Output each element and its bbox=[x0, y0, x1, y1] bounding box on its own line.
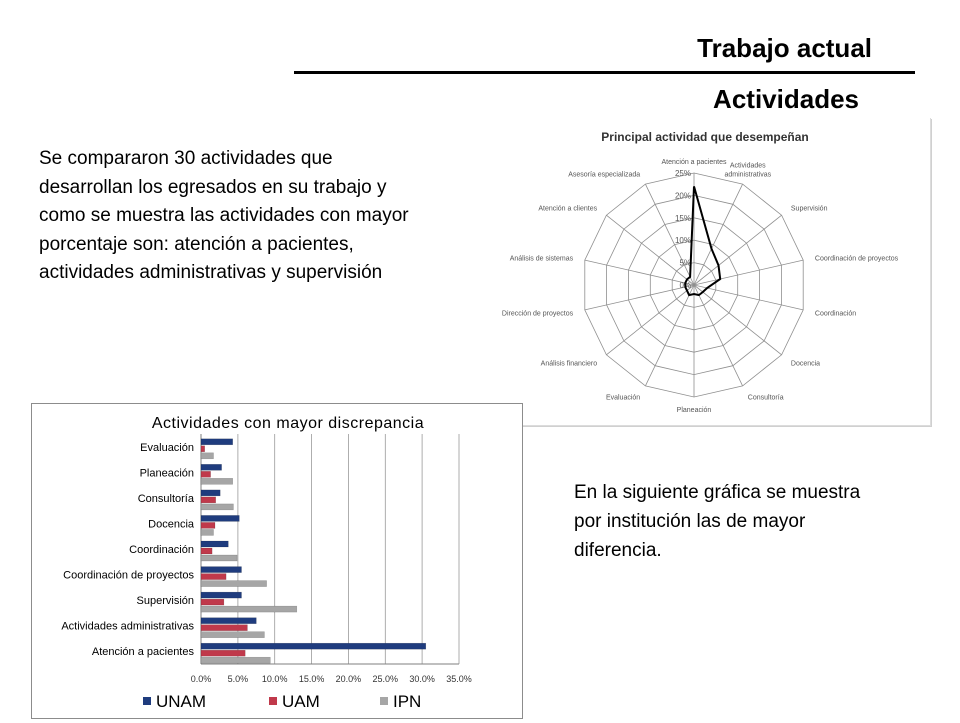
bar-chart bbox=[32, 404, 522, 718]
bar-category-label: Coordinación bbox=[129, 544, 194, 556]
bar-tick-label: 35.0% bbox=[446, 674, 472, 684]
radar-tick-label: 5% bbox=[679, 258, 691, 268]
bar-uam bbox=[201, 497, 216, 503]
bar-tick-label: 0.0% bbox=[190, 674, 212, 684]
radar-chart-container bbox=[501, 118, 931, 426]
bar-category-label: Evaluación bbox=[140, 441, 194, 454]
radar-tick-label: 0% bbox=[679, 281, 691, 290]
radar-axis-label: Consultoría bbox=[747, 394, 784, 402]
radar-axis-label: Atención a pacientes bbox=[661, 159, 727, 166]
intro-paragraph: Se compararon 30 actividades que desarrollan los egresados en su trabajo y como se muestra las actividades con mayor porcentaje son: atención a pacientes, actividades administrativas y supervisión bbox=[39, 148, 409, 283]
slide-subtitle: Actividades bbox=[713, 84, 859, 114]
radar-tick-label: 20% bbox=[674, 191, 691, 201]
bar-uam bbox=[201, 471, 211, 477]
radar-axis-label: Evaluación bbox=[605, 394, 641, 402]
radar-axis-label: Análisis financiero bbox=[540, 360, 598, 368]
title-divider bbox=[294, 71, 915, 74]
bar-uam bbox=[201, 446, 205, 452]
legend-swatch-ipn bbox=[380, 697, 388, 705]
bar-unam bbox=[201, 592, 242, 598]
bar-tick-label: 15.0% bbox=[298, 674, 325, 684]
bar-unam bbox=[201, 515, 239, 521]
radar-tick-label: 10% bbox=[674, 236, 691, 246]
bar-category-label: Coordinación de proyectos bbox=[63, 569, 194, 582]
bar-ipn bbox=[201, 504, 233, 510]
bar-tick-label: 25.0% bbox=[372, 674, 399, 684]
bar-ipn bbox=[201, 606, 297, 612]
radar-axis-label: Coordinación de proyectos bbox=[814, 255, 899, 263]
radar-axis-label: Atención a clientes bbox=[538, 205, 598, 213]
bar-chart-title: Actividades con mayor discrepancia bbox=[151, 415, 425, 432]
radar-axis-label: Asesoría especializada bbox=[568, 171, 641, 179]
radar-spoke bbox=[694, 260, 803, 285]
legend-swatch-unam bbox=[143, 697, 151, 705]
radar-spoke bbox=[694, 285, 803, 310]
bar-category-label: Docencia bbox=[148, 518, 194, 531]
bar-uam bbox=[201, 625, 247, 631]
radar-spoke bbox=[585, 285, 694, 310]
radar-chart bbox=[501, 118, 930, 425]
bar-ipn bbox=[201, 555, 237, 561]
bar-unam bbox=[201, 567, 242, 573]
bar-tick-label: 5.0% bbox=[227, 674, 249, 684]
bar-category-label: Atención a pacientes bbox=[91, 646, 194, 659]
bar-unam bbox=[201, 541, 228, 547]
radar-axis-label: Análisis de sistemas bbox=[509, 255, 574, 263]
bar-unam bbox=[201, 618, 256, 624]
bar-category-label: Planeación bbox=[139, 467, 194, 480]
radar-axis-label: Coordinación bbox=[814, 310, 857, 318]
bar-category-label: Supervisión bbox=[136, 595, 194, 608]
radar-axis-label: Docencia bbox=[790, 360, 821, 368]
radar-tick-label: 25% bbox=[674, 169, 691, 178]
legend-label-unam: UNAM bbox=[156, 692, 207, 711]
slide-title: Trabajo actual bbox=[697, 33, 872, 63]
bar-category-label: Actividades administrativas bbox=[61, 620, 194, 633]
legend-swatch-uam bbox=[269, 697, 277, 705]
bar-unam bbox=[201, 643, 426, 649]
bar-unam bbox=[201, 490, 220, 496]
bar-uam bbox=[201, 650, 245, 656]
bar-uam bbox=[201, 599, 224, 605]
radar-axis-label: Dirección de proyectos bbox=[501, 310, 574, 318]
legend-label-ipn: IPN bbox=[393, 692, 422, 711]
radar-axis-label: Supervisión bbox=[790, 205, 828, 213]
bar-ipn bbox=[201, 581, 267, 587]
radar-tick-label: 15% bbox=[674, 213, 691, 223]
bar-ipn bbox=[201, 632, 264, 638]
bar-tick-label: 20.0% bbox=[335, 674, 362, 684]
legend-label-uam: UAM bbox=[282, 692, 320, 711]
radar-axis-label: Planeación bbox=[676, 407, 712, 414]
bar-uam bbox=[201, 574, 226, 580]
radar-spoke bbox=[585, 260, 694, 285]
radar-chart-title: Principal actividad que desempeñan bbox=[601, 130, 809, 144]
bar-ipn bbox=[201, 657, 270, 663]
bar-unam bbox=[201, 464, 222, 470]
bar-chart-description: En la siguiente gráfica se muestra por institución las de mayor diferencia. bbox=[574, 482, 861, 561]
bar-uam bbox=[201, 522, 215, 528]
bar-ipn bbox=[201, 478, 233, 484]
radar-axis-label: Actividades administrativas bbox=[724, 162, 772, 179]
bar-category-label: Consultoría bbox=[137, 492, 194, 505]
bar-ipn bbox=[201, 453, 214, 459]
bar-tick-label: 30.0% bbox=[409, 674, 435, 684]
bar-tick-label: 10.0% bbox=[261, 674, 288, 684]
bar-unam bbox=[201, 439, 233, 445]
bar-chart-container bbox=[31, 403, 523, 719]
bar-uam bbox=[201, 548, 212, 554]
bar-ipn bbox=[201, 529, 214, 535]
